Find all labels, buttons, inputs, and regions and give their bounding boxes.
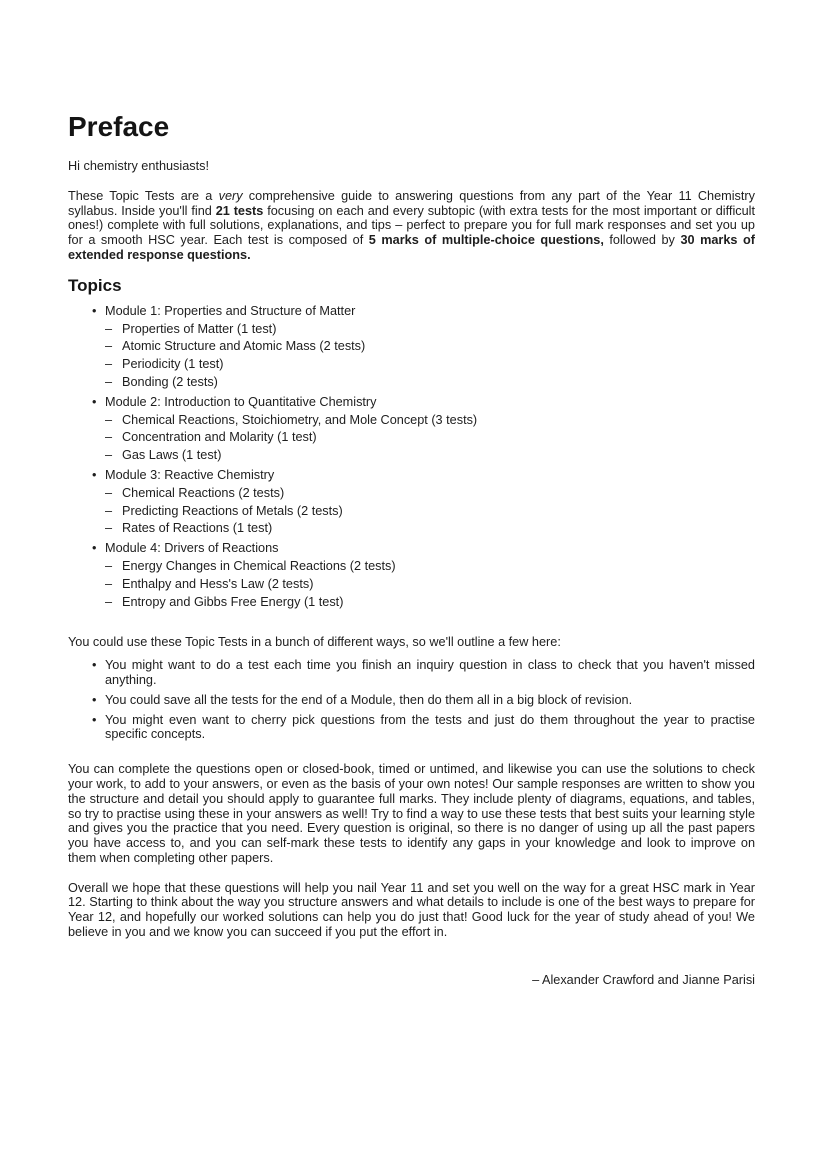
dash-icon: – — [105, 594, 113, 609]
subtopic-list — [92, 486, 755, 536]
bullet-icon: • — [92, 303, 97, 318]
module-item — [92, 468, 755, 536]
subtopic-label: Chemical Reactions (2 tests) — [122, 485, 285, 500]
bullet-icon: • — [92, 467, 97, 482]
subtopic-label: Predicting Reactions of Metals (2 tests) — [122, 503, 343, 518]
module-row — [92, 468, 755, 483]
usage-intro: You could use these Topic Tests in a bunch of different ways, so we'll outline a few here: — [68, 635, 561, 650]
module-label: Module 2: Introduction to Quantitative Chemistry — [105, 394, 377, 409]
subtopic-item — [105, 322, 755, 337]
signature: – Alexander Crawford and Jianne Parisi — [532, 972, 755, 987]
subtopic-item — [105, 559, 755, 574]
module-item — [92, 541, 755, 609]
usage-list — [68, 658, 755, 742]
bullet-icon: • — [92, 658, 97, 673]
dash-icon: – — [105, 485, 113, 500]
dash-icon: – — [105, 521, 113, 536]
subtopic-label: Concentration and Molarity (1 test) — [122, 430, 317, 445]
subtopic-label: Periodicity (1 test) — [122, 357, 224, 372]
usage-text: You might want to do a test each time you finish an inquiry question in class to check that you haven't missed anything. — [105, 658, 755, 687]
topics-heading: Topics — [68, 275, 122, 295]
module-label: Module 4: Drivers of Reactions — [105, 541, 279, 556]
usage-item — [92, 658, 755, 688]
subtopic-item — [105, 357, 755, 372]
dash-icon: – — [105, 430, 113, 445]
subtopic-item — [105, 521, 755, 536]
dash-icon: – — [105, 339, 113, 354]
subtopic-label: Enthalpy and Hess's Law (2 tests) — [122, 576, 314, 591]
subtopic-label: Atomic Structure and Atomic Mass (2 tests) — [122, 339, 366, 354]
text-run: comprehensive guide to answering questions from any part of the Year 11 Chemistry syllabus. Inside you'll find — [68, 188, 755, 218]
intro-paragraph — [68, 189, 755, 263]
text-run: followed by — [603, 233, 681, 248]
subtopic-label: Properties of Matter (1 test) — [122, 321, 277, 336]
bold-run: 5 marks of multiple-choice questions, — [368, 233, 604, 248]
closing-paragraph: Overall we hope that these questions will help you nail Year 11 and set you well on the way for a great HSC mark in Year 12. Starting to think about the way you structure answers and what details to include is one of the best ways to prepare for Year 12, and hopefully our worked solutions can help you do just that! Good luck for the year of study ahead of you! We believe in you and we know you can succeed if you put the effort in. — [68, 880, 755, 940]
dash-icon: – — [105, 357, 113, 372]
module-label: Module 3: Reactive Chemistry — [105, 467, 275, 482]
dash-icon: – — [105, 448, 113, 463]
dash-icon: – — [105, 576, 113, 591]
bullet-icon: • — [92, 692, 97, 707]
closing-paragraph: You can complete the questions open or closed-book, timed or untimed, and likewise you can use the solutions to check your work, to add to your answers, or even as the basis of your own notes! Our sample responses are written to show you the structure and detail you should apply to guarantee full marks. They include plenty of diagrams, equations, and tables, so try to practise using these in your answers as well! Try to find a way to use these tests that best suits your learning style and gives you the practice that you need. Every question is original, so there is no danger of using up all the past papers you have access to, and you can self-mark these tests to identify any gaps in your knowledge and look to improve on them when completing other papers. — [68, 762, 755, 865]
subtopic-item — [105, 413, 755, 428]
subtopic-label: Gas Laws (1 test) — [122, 448, 222, 463]
dash-icon: – — [105, 558, 113, 573]
subtopic-item — [105, 448, 755, 463]
usage-text: You could save all the tests for the end of a Module, then do them all in a big block of revision. — [105, 692, 633, 707]
dash-icon: – — [105, 412, 113, 427]
module-item — [92, 395, 755, 463]
subtopic-list — [92, 413, 755, 463]
dash-icon: – — [105, 503, 113, 518]
italic-run: very — [218, 188, 243, 203]
bold-run: 30 marks of extended response questions. — [68, 233, 755, 262]
module-row — [92, 304, 755, 319]
bullet-icon: • — [92, 394, 97, 409]
module-row — [92, 395, 755, 410]
subtopic-label: Bonding (2 tests) — [122, 374, 218, 389]
subtopic-item — [105, 595, 755, 610]
subtopic-label: Chemical Reactions, Stoichiometry, and Mole Concept (3 tests) — [122, 412, 478, 427]
module-row — [92, 541, 755, 556]
greeting-text: Hi chemistry enthusiasts! — [68, 159, 210, 173]
bullet-icon: • — [92, 712, 97, 727]
text-run: focusing on each and every subtopic (with extra tests for the most important or difficult ones!) complete with full solutions, explanations, and tips – perfect to prepare you for full mark responses and set you up for a smooth HSC year. Each test is composed of — [68, 203, 756, 248]
subtopic-list — [92, 559, 755, 609]
subtopic-item — [105, 339, 755, 354]
usage-text: You might even want to cherry pick questions from the tests and just do them throughout the year to practise specific concepts. — [105, 712, 755, 742]
closing-paragraphs — [68, 762, 755, 940]
dash-icon: – — [105, 374, 113, 389]
page-title: Preface — [68, 111, 170, 142]
bullet-icon: • — [92, 541, 97, 556]
usage-item — [92, 713, 755, 743]
usage-item — [92, 693, 755, 708]
module-item — [92, 304, 755, 390]
text-run: These Topic Tests are a — [68, 188, 219, 203]
subtopic-item — [105, 577, 755, 592]
subtopic-item — [105, 430, 755, 445]
bold-run: 21 tests — [215, 203, 264, 218]
subtopic-label: Entropy and Gibbs Free Energy (1 test) — [122, 594, 344, 609]
subtopic-item — [105, 375, 755, 390]
subtopic-item — [105, 486, 755, 501]
subtopic-label: Energy Changes in Chemical Reactions (2 tests) — [122, 558, 396, 573]
subtopic-label: Rates of Reactions (1 test) — [122, 521, 273, 536]
subtopic-item — [105, 504, 755, 519]
topics-list — [68, 304, 755, 610]
module-label: Module 1: Properties and Structure of Matter — [105, 303, 356, 318]
subtopic-list — [92, 322, 755, 390]
dash-icon: – — [105, 321, 113, 336]
